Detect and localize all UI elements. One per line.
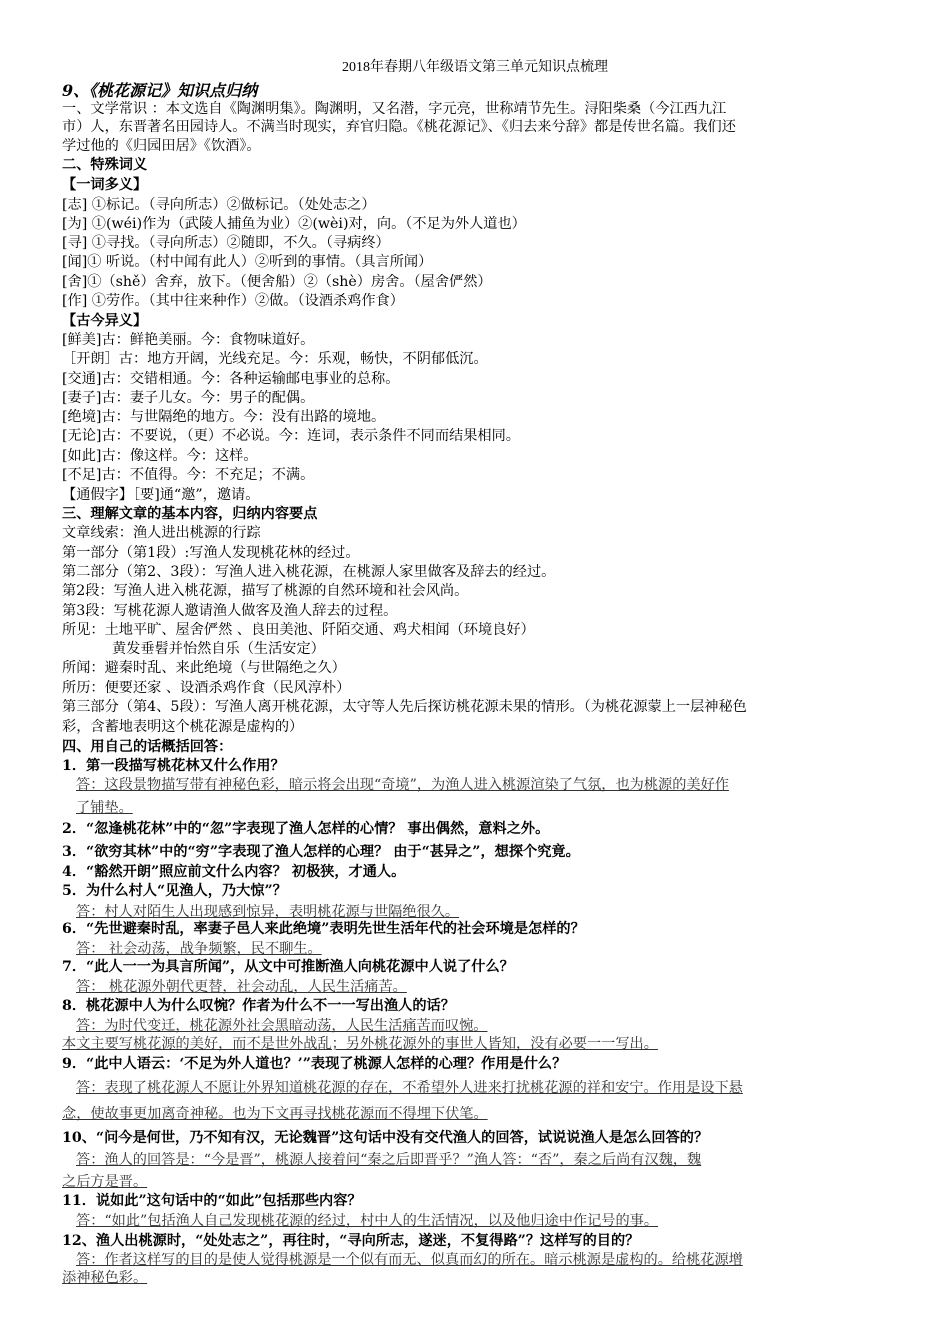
text-line: 答：“如此”包括渔人自己发现桃花源的经过，村中人的生活情况，以及他归途中作记号的事。 [76, 1213, 659, 1229]
text-line: 添神秘色彩。 [62, 1270, 148, 1286]
text-line: [鲜美]古：鲜艳美丽。今：食物味道好。 [62, 332, 315, 348]
text-line: 2．“忽逢桃花林”中的“忽”字表现了渔人怎样的心情？ 事出偶然，意料之外。 [62, 821, 550, 837]
text-line: 学过他的《归园田居》《饮酒》。 [62, 138, 261, 154]
text-line: [志] ①标记。（寻向所志）②做标记。（处处志之） [62, 197, 376, 213]
text-line: 答：村人对陌生人出现感到惊异，表明桃花源与世隔绝很久。 [76, 904, 460, 920]
text-line: 第二部分（第2、3段）：写渔人进入桃花源，在桃源人家里做客及辞去的经过。 [62, 564, 556, 580]
text-line: [寻] ①寻找。（寻向所志）②随即，不久。（寻病终） [62, 235, 390, 251]
text-line: 所闻：避秦时乱、来此绝境（与世隔绝之久） [62, 660, 346, 676]
text-line: 10、“问今是何世，乃不知有汉，无论魏晋”这句话中没有交代渔人的回答，试说说渔人是怎么回答的？ [62, 1130, 709, 1146]
text-line: 答： 社会动荡，战争频繁，民不聊生。 [76, 941, 322, 957]
text-line: 一、文学常识 ：本文选自《陶渊明集》。陶渊明，又名潜，字元亮，世称靖节先生。浔阳柴桑（今江西九江 [62, 101, 727, 117]
text-line: 黄发垂髫并怡然自乐（生活安定） [112, 641, 325, 657]
section-title: 9、《桃花源记》知识点归纳 [62, 81, 258, 100]
text-line: 答： 桃花源外朝代更替，社会动乱，人民生活痛苦。 [76, 979, 407, 995]
text-line: 答：作者这样写的目的是使人觉得桃源是一个似有而无、似真而幻的所在。暗示桃源是虚构的。给桃花源增 [76, 1252, 743, 1268]
text-line: 3．“欲穷其林”中的“穷”字表现了渔人怎样的心理？ 由于“甚异之”，想探个究竟。 [62, 844, 580, 860]
text-line: 三、理解文章的基本内容，归纳内容要点 [62, 506, 318, 522]
text-line: 7．“此人一一为具言所闻”，从文中可推断渔人向桃花源中人说了什么？ [62, 959, 514, 975]
text-line: [作] ①劳作。（其中往来种作）②做。（设酒杀鸡作食） [62, 293, 404, 309]
text-line: 【一词多义】 [62, 177, 148, 193]
text-line: ［开朗］古：地方开阔，光线充足。今：乐观，畅快，不阴郁低沉。 [62, 351, 488, 367]
text-line: 4．“豁然开朗”照应前文什么内容？ 初极狭，才通人。 [62, 864, 406, 880]
text-line: 8．桃花源中人为什么叹惋？作者为什么不一一写出渔人的话？ [62, 998, 455, 1014]
text-line: [为] ①(wéi)作为（武陵人捕鱼为业）②(wèi)对，向。（不足为外人道也） [62, 216, 526, 232]
text-line: [妻子]古：妻子儿女。今：男子的配偶。 [62, 390, 315, 406]
text-line: 市）人，东晋著名田园诗人。不满当时现实，弃官归隐。《桃花源记》、《归去来兮辞》都是传世名篇。我们还 [62, 119, 736, 135]
text-line: 第三部分（第4、5段）：写渔人离开桃花源，太守等人先后探访桃花源未果的情形。（为桃花源蒙上一层神秘色 [62, 699, 747, 715]
text-line: [舍]①（shě）舍弃，放下。（便舍船）②（shè）房舍。（屋舍俨然） [62, 274, 492, 290]
text-line: 了铺垫。 [76, 800, 133, 816]
text-line: 答：为时代变迁，桃花源外社会黑暗动荡，人民生活痛苦而叹惋。 [76, 1018, 488, 1034]
text-line: 第2段：写渔人进入桃花源，描写了桃源的自然环境和社会风尚。 [62, 583, 469, 599]
text-line: 【古今异义】 [62, 313, 148, 329]
text-line: 12、渔人出桃源时，“处处志之”，再往时，“寻向所志，遂迷，不复得路”？这样写的目的？ [62, 1233, 640, 1249]
text-line: 文章线索：渔人进出桃源的行踪 [62, 525, 261, 541]
text-line: 第一部分（第1段）:写渔人发现桃花林的经过。 [62, 545, 360, 561]
text-line: 所历：便要还家 、设酒杀鸡作食（民风淳朴） [62, 680, 351, 696]
text-line: 彩，含蓄地表明这个桃花源是虚构的） [62, 719, 304, 735]
text-line: 本文主要写桃花源的美好，而不是世外战乱；另外桃花源外的事世人皆知，没有必要一一写出。 [62, 1036, 658, 1052]
text-line: [无论]古：不要说，（更）不必说。今：连词，表示条件不同而结果相同。 [62, 428, 520, 444]
text-line: 答：渔人的回答是：“今是晋”，桃源人接着问“秦之后即晋乎？”渔人答：“否”，秦之后尚有汉魏，魏 [76, 1152, 702, 1168]
text-line: [交通]古：交错相通。今：各种运输邮电事业的总称。 [62, 371, 400, 387]
text-line: [绝境]古：与世隔绝的地方。今：没有出路的境地。 [62, 409, 386, 425]
text-line: 之后方是晋。 [62, 1174, 148, 1190]
text-line: 5．为什么村人“见渔人，乃大惊”？ [62, 883, 287, 899]
text-line: 9．“此中人语云：‘不足为外人道也？’”表现了桃源人怎样的心理？作用是什么？ [62, 1056, 567, 1072]
text-line: 6．“先世避秦时乱，率妻子邑人来此绝境”表明先世生活年代的社会环境是怎样的？ [62, 921, 585, 937]
text-line: [如此]古：像这样。今：这样。 [62, 448, 258, 464]
text-line: 【通假字】［要]通“邀”，邀请。 [62, 487, 260, 503]
text-line: 第3段：写桃花源人邀请渔人做客及渔人辞去的过程。 [62, 603, 398, 619]
text-line: 四、用自己的话概括回答： [62, 739, 233, 755]
text-line: 11．说如此”这句话中的“如此”包括那些内容？ [62, 1193, 362, 1209]
text-line: [不足]古：不值得。今：不充足；不满。 [62, 467, 315, 483]
text-line: 1．第一段描写桃花林又什么作用？ [62, 758, 285, 774]
text-line: 答：这段景物描写带有神秘色彩，暗示将会出现“奇境”，为渔人进入桃源渲染了气氛，也为桃源的美好作 [76, 777, 729, 793]
text-line: 念，使故事更加离奇神秘。也为下文再寻找桃花源而不得埋下伏笔。 [62, 1106, 488, 1122]
text-line: 二、特殊词义 [62, 157, 148, 173]
text-line: 所见：土地平旷、屋舍俨然 、良田美池、阡陌交通、鸡犬相闻（环境良好） [62, 622, 535, 638]
document-header: 2018年春期八年级语文第三单元知识点梳理 [342, 60, 608, 75]
text-line: [闻]① 听说。（村中闻有此人）②听到的事情。（具言所闻） [62, 254, 433, 270]
text-line: 答：表现了桃花源人不愿让外界知道桃花源的存在，不希望外人进来打扰桃花源的祥和安宁。作用是设下悬 [76, 1080, 743, 1096]
